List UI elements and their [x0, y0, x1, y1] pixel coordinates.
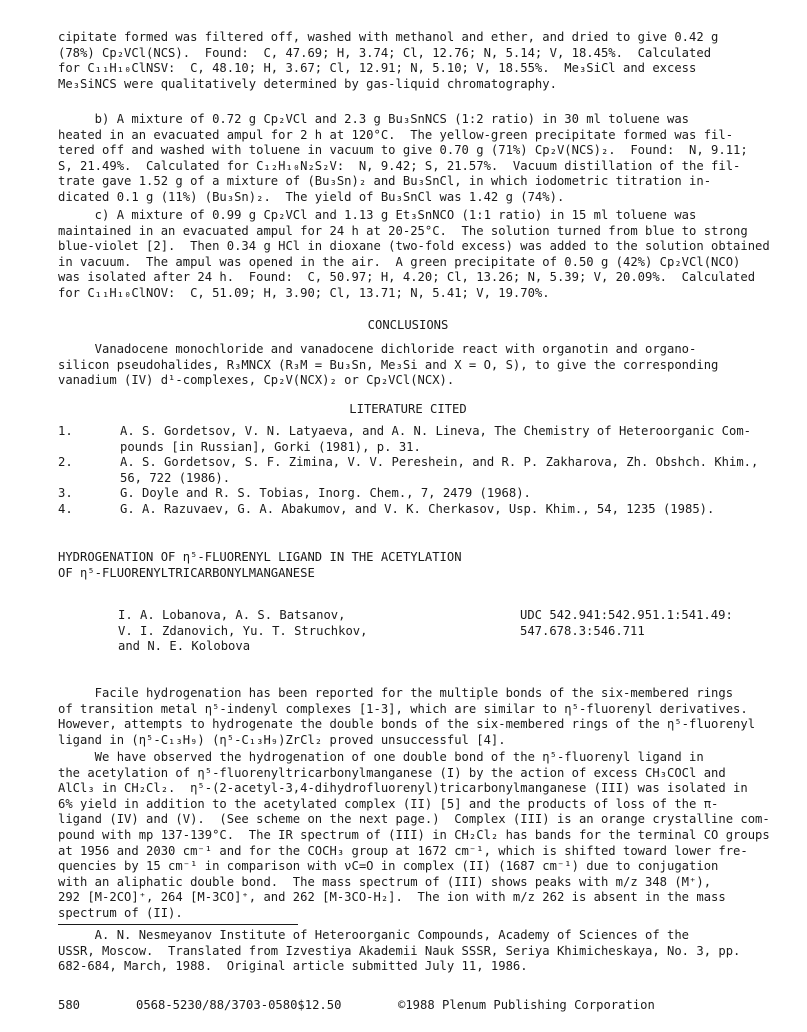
- article-code: 0568-5230/88/3703-0580$12.50: [136, 998, 342, 1012]
- literature-number: 1.: [58, 424, 73, 438]
- conclusions-text: Vanadocene monochloride and vanadocene dichloride react with organotin and organo- silicon pseudohalides, R₃MNCX (R₃M = Bu₃Sn, Me₃Si and X = O, S), to give the corresponding vanadium (IV) d¹-complexes, Cp₂V(NCX)₂ or Cp₂VCl(NCX).: [58, 342, 719, 388]
- page-number: 580: [58, 998, 81, 1012]
- conclusions-heading: CONCLUSIONS: [367, 318, 449, 332]
- body-paragraph-intro: Facile hydrogenation has been reported for the multiple bonds of the six-membered rings of transition metal η⁵-indenyl complexes [1-3], which are similar to η⁵-fluorenyl derivatives. However, attempts to hydrogenate the double bonds of the six-membered rings of the η⁵-fluorenyl ligand in (η⁵-C₁₃H₉) (η⁵-C₁₃H₉)ZrCl₂ proved unsuccessful [4].: [58, 686, 756, 747]
- copyright-notice: ©1988 Plenum Publishing Corporation: [398, 998, 655, 1012]
- literature-text: A. S. Gordetsov, V. N. Latyaeva, and A. N. Lineva, The Chemistry of Heteroorganic Com- pounds [in Russian], Gorki (1981), p. 31.: [120, 424, 752, 454]
- literature-text: A. S. Gordetsov, S. F. Zimina, V. V. Pereshein, and R. P. Zakharova, Zh. Obshch. Khim., 56, 722 (1986).: [120, 455, 759, 485]
- paragraph-experimental-a: cipitate formed was filtered off, washed with methanol and ether, and dried to give 0.42 g (78%) Cp₂VCl(NCS). Found: C, 47.69; H, 3.74; Cl, 12.76; N, 5.14; V, 18.45%. Calculated for C₁₁H₁₀ClNSV: C, 48.10; H, 3.67; Cl, 12.91; N, 5.10; V, 18.55%. Me₃SiCl and excess Me₃SiNCS were qualitatively determined by gas-liquid chromatography.: [58, 30, 719, 91]
- literature-item: [58, 502, 758, 518]
- footnote-rule: [58, 924, 298, 925]
- paragraph-experimental-c: c) A mixture of 0.99 g Cp₂VCl and 1.13 g Et₃SnNCO (1:1 ratio) in 15 ml toluene was maintained in an evacuated ampul for 24 h at 20-25°C. The solution turned from blue to strong blue-violet [2]. Then 0.34 g HCl in dioxane (two-fold excess) was added to the solution obtained in vacuum. The ampul was opened in the air. A green precipitate of 0.50 g (42%) Cp₂VCl(NCO) was isolated after 24 h. Found: C, 50.97; H, 4.20; Cl, 13.26; N, 5.39; V, 20.09%. Calculated for C₁₁H₁₀ClNOV: C, 51.09; H, 3.90; Cl, 13.71; N, 5.41; V, 19.70%.: [58, 208, 770, 300]
- literature-heading: LITERATURE CITED: [349, 402, 467, 416]
- literature-number: 4.: [58, 501, 73, 516]
- page-footer: [58, 998, 758, 1014]
- literature-list: [58, 424, 758, 518]
- literature-text: G. A. Razuvaev, G. A. Abakumov, and V. K. Cherkasov, Usp. Khim., 54, 1235 (1985).: [120, 501, 715, 516]
- body-paragraph-results: We have observed the hydrogenation of one double bond of the η⁵-fluorenyl ligand in the acetylation of η⁵-fluorenyltricarbonylmanganese (I) by the action of excess CH₃COCl and AlCl₃ in CH₂Cl₂. η⁵-(2-acetyl-3,4-dihydrofluorenyl)tricarbonylmanganese (III) was isolated in 6% yield in addition to the acetylated complex (II) [5] and the products of loss of the π- ligand (IV) and (V). (See scheme on the next page.) Complex (III) is an orange crystalline com- pound with mp 137-139°C. The IR spectrum of (III) in CH₂Cl₂ has bands for the terminal CO groups at 1956 and 2030 cm⁻¹ and for the COCH₃ group at 1672 cm⁻¹, which is shifted toward lower fre- quencies by 15 cm⁻¹ in comparison with νC=O in complex (II) (1687 cm⁻¹) due to conjugation with an aliphatic double bond. The mass spectrum of (III) shows peaks with m/z 348 (M⁺), 292 [M-2CO]⁺, 264 [M-3CO]⁺, and 262 [M-3CO-H₂]. The ion with m/z 262 is absent in the mass spectrum of (II).: [58, 750, 770, 920]
- affiliation-footnote: A. N. Nesmeyanov Institute of Heteroorganic Compounds, Academy of Sciences of the USSR, Moscow. Translated from Izvestiya Akademii Nauk SSSR, Seriya Khimicheskaya, No. 3, pp. 682-684, March, 1988. Original article submitted July 11, 1986.: [58, 928, 741, 974]
- literature-number: 3.: [58, 486, 73, 501]
- paragraph-experimental-b: b) A mixture of 0.72 g Cp₂VCl and 2.3 g Bu₃SnNCS (1:2 ratio) in 30 ml toluene was heated in an evacuated ampul for 2 h at 120°C. The yellow-green precipitate formed was fil- tered off and washed with toluene in vacuum to give 0.70 g (71%) Cp₂V(NCS)₂. Found: N, 9.11; S, 21.49%. Calculated for C₁₂H₁₀N₂S₂V: N, 9.42; S, 21.57%. Vacuum distillation of the fil- trate gave 1.52 g of a mixture of (Bu₃Sn)₂ and Bu₃SnCl, in which iodometric titration in- dicated 0.1 g (11%) (Bu₃Sn)₂. The yield of Bu₃SnCl was 1.42 g (74%).: [58, 112, 748, 204]
- article-authors: I. A. Lobanova, A. S. Batsanov, V. I. Zdanovich, Yu. T. Struchkov, and N. E. Kolobova: [118, 608, 368, 654]
- literature-item: [58, 424, 758, 455]
- article-title: HYDROGENATION OF η⁵-FLUORENYL LIGAND IN THE ACETYLATION OF η⁵-FLUORENYLTRICARBONYLMANGANESE: [58, 550, 462, 580]
- literature-item: [58, 486, 758, 502]
- udc-code: UDC 542.941:542.951.1:541.49: 547.678.3:546.711: [520, 608, 733, 638]
- literature-number: 2.: [58, 455, 73, 470]
- literature-text: G. Doyle and R. S. Tobias, Inorg. Chem., 7, 2479 (1968).: [120, 486, 531, 501]
- literature-item: [58, 455, 758, 486]
